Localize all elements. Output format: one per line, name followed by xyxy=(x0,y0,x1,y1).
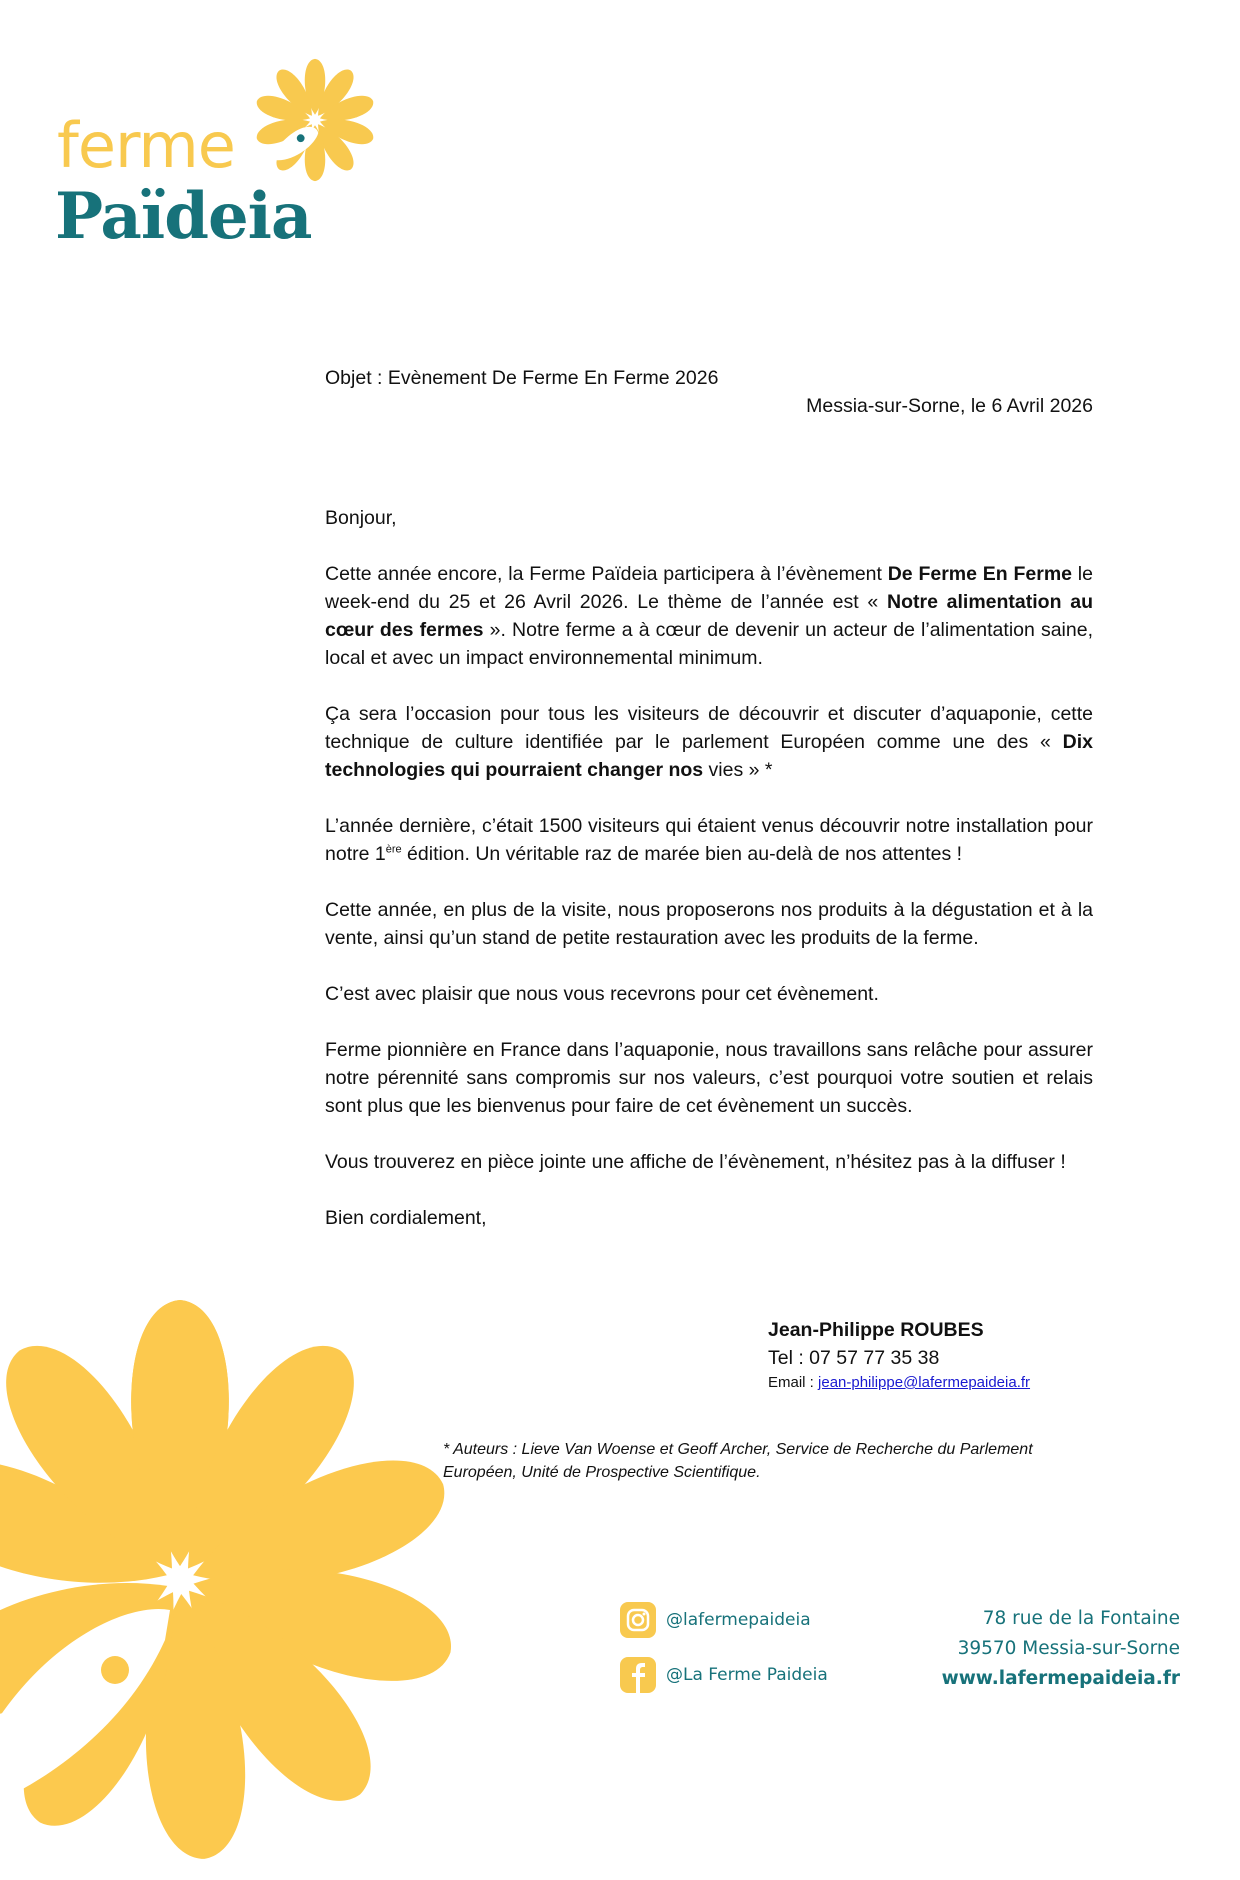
letter-body xyxy=(325,504,1093,1260)
technologies-quote: Dix technologies qui pourraient changer nos xyxy=(325,731,1093,781)
event-name: De Ferme En Ferme xyxy=(887,563,1073,585)
facebook-link[interactable] xyxy=(620,1656,828,1694)
letter-subject: Objet : Evènement De Ferme En Ferme 2026 xyxy=(325,367,719,389)
signer-email-line: Email : jean-philippe@lafermepaideia.fr xyxy=(768,1374,1031,1391)
footer-social xyxy=(620,1601,828,1711)
paragraph-products: Cette année, en plus de la visite, nous proposerons nos produits à la dégustation et à la vente, ainsi qu’un stand de petite restauration avec les produits de la ferme. xyxy=(325,899,1093,949)
logo-text-paideia: Païdeia xyxy=(55,179,312,254)
farm-logo xyxy=(55,55,385,255)
website-link[interactable]: www.lafermepaideia.fr xyxy=(941,1668,1180,1689)
instagram-link[interactable] xyxy=(620,1601,828,1639)
logo-text-ferme: ferme xyxy=(57,109,235,182)
facebook-icon xyxy=(620,1657,656,1693)
instagram-handle: @lafermepaideia xyxy=(666,1610,811,1630)
signer-name: Jean-Philippe ROUBES xyxy=(768,1319,984,1341)
closing: Bien cordialement, xyxy=(325,1207,487,1229)
greeting: Bonjour, xyxy=(325,507,397,529)
facebook-handle: @La Ferme Paideia xyxy=(666,1665,828,1685)
instagram-icon xyxy=(620,1602,656,1638)
paragraph-event: Cette année encore, la Ferme Païdeia participera à l’évènement De Ferme En Ferme le week-end du 25 et 26 Avril 2026. Le thème de l’année est « Notre alimentation au cœur des fermes ». Notre ferme a à cœur de devenir un acteur de l’alimentation saine, local et avec un impact environnemental minimum. xyxy=(325,563,1093,669)
signer-phone: Tel : 07 57 77 35 38 xyxy=(768,1347,940,1369)
address-street: 78 rue de la Fontaine xyxy=(982,1608,1180,1629)
flower-fish-logo-icon xyxy=(250,55,380,185)
paragraph-welcome: C’est avec plaisir que nous vous recevrons pour cet évènement. xyxy=(325,983,879,1005)
letter-place-date: Messia-sur-Sorne, le 6 Avril 2026 xyxy=(806,395,1093,417)
email-link[interactable]: jean-philippe@lafermepaideia.fr xyxy=(818,1374,1031,1391)
paragraph-last-year: L’année dernière, c’était 1500 visiteurs qui étaient venus découvrir notre installation pour notre 1ère édition. Un véritable raz de marée bien au-delà de nos attentes ! xyxy=(325,815,1093,865)
signature-block xyxy=(768,1316,1030,1394)
decorative-flower-icon xyxy=(0,1280,480,1880)
paragraph-pioneer: Ferme pionnière en France dans l’aquaponie, nous travaillons sans relâche pour assurer notre pérennité sans compromis sur nos valeurs, c’est pourquoi votre soutien et relais sont plus que les bienvenus pour faire de cet évènement un succès. xyxy=(325,1039,1093,1117)
address-city: 39570 Messia-sur-Sorne xyxy=(957,1638,1180,1659)
paragraph-attachment: Vous trouverez en pièce jointe une affiche de l’évènement, n’hésitez pas à la diffuser ! xyxy=(325,1151,1066,1173)
event-theme: Notre alimentation au cœur des fermes xyxy=(325,591,1093,641)
paragraph-aquaponics: Ça sera l’occasion pour tous les visiteurs de découvrir et discuter d’aquaponie, cette technique de culture identifiée par le parlement Européen comme une des « Dix technologies qui pourraient changer nos vies » * xyxy=(325,703,1093,781)
footnote: * Auteurs : Lieve Van Woense et Geoff Archer, Service de Recherche du Parlement Européen, Unité de Prospective Scientifique. xyxy=(443,1441,1033,1481)
footer-address xyxy=(942,1604,1180,1694)
